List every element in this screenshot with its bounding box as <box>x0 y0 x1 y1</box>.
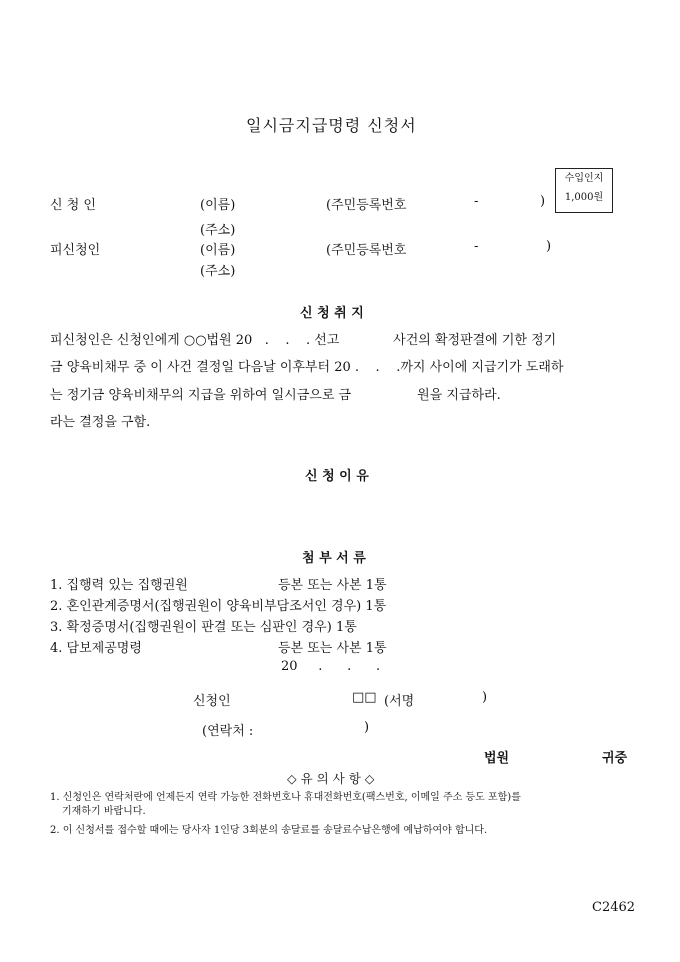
notice-heading: ◇ 유 의 사 항 ◇ <box>287 771 375 786</box>
attachment-item-1: 1. 집행력 있는 집행권원 <box>50 578 188 593</box>
purpose-line-2: 금 양육비채무 중 이 사건 결정일 다음날 이후부터 20 . . .까지 사이에 지급기가 도래하 <box>50 360 564 375</box>
court-suffix: 귀중 <box>602 751 628 766</box>
form-code: C2462 <box>592 900 636 915</box>
contact-label: (연락처 : <box>202 724 254 739</box>
attachment-item-1-copy: 등본 또는 사본 1통 <box>278 578 387 593</box>
applicant-id-dash: - <box>474 194 479 209</box>
respondent-address-label: (주소) <box>200 264 236 279</box>
applicant-name-label: (이름) <box>200 198 236 213</box>
stamp-amount: 1,000원 <box>564 192 604 203</box>
attachment-item-3: 3. 확정증명서(집행권원이 판결 또는 심판인 경우) 1통 <box>50 620 357 635</box>
signature-seal-close: ) <box>482 690 488 705</box>
attachment-item-4-copy: 등본 또는 사본 1통 <box>278 641 387 656</box>
purpose-line-1: 피신청인은 신청인에게 ○○법원 20 . . . 선고 사건의 확정판결에 기한 정기 <box>50 333 557 348</box>
signature-name-mark: □□ <box>352 690 377 705</box>
respondent-name-label: (이름) <box>200 243 236 258</box>
applicant-label: 신 청 인 <box>50 198 96 213</box>
applicant-id-label: (주민등록번호 <box>326 198 407 213</box>
filing-date: 20 . . . <box>281 659 381 674</box>
reason-heading: 신 청 이 유 <box>305 469 369 484</box>
revenue-stamp-box <box>555 168 613 213</box>
respondent-label: 피신청인 <box>50 243 101 258</box>
document-title: 일시금지급명령 신청서 <box>246 116 417 135</box>
attachment-item-4: 4. 담보제공명령 <box>50 641 142 656</box>
respondent-id-close: ) <box>546 239 552 254</box>
respondent-id-dash: - <box>474 239 479 254</box>
attachments-heading: 첨 부 서 류 <box>302 551 366 566</box>
respondent-id-label: (주민등록번호 <box>326 243 407 258</box>
notice-item-2: 2. 이 신청서를 접수할 때에는 당사자 1인당 3회분의 송달료를 송달료수납은행에 예납하여야 합니다. <box>50 825 488 836</box>
signature-applicant-label: 신청인 <box>193 694 231 709</box>
contact-close: ) <box>364 720 370 735</box>
signature-seal-label: (서명 <box>384 694 415 709</box>
court-name: 법원 <box>484 751 510 766</box>
applicant-id-close: ) <box>540 194 546 209</box>
purpose-line-4: 라는 결정을 구함. <box>50 415 151 430</box>
attachment-item-2: 2. 혼인관계증명서(집행권원이 양육비부담조서인 경우) 1통 <box>50 599 387 614</box>
stamp-label: 수입인지 <box>564 173 604 184</box>
applicant-address-label: (주소) <box>200 223 236 238</box>
notice-item-1: 1. 신청인은 연락처란에 언제든지 연락 가능한 전화번호나 휴대전화번호(팩스번호, 이메일 주소 등도 포함)를 <box>50 792 521 803</box>
purpose-heading: 신 청 취 지 <box>300 306 364 321</box>
notice-item-1-cont: 기재하기 바랍니다. <box>62 806 146 817</box>
purpose-line-3: 는 정기금 양육비채무의 지급을 위하여 일시금으로 금 원을 지급하라. <box>50 388 501 403</box>
